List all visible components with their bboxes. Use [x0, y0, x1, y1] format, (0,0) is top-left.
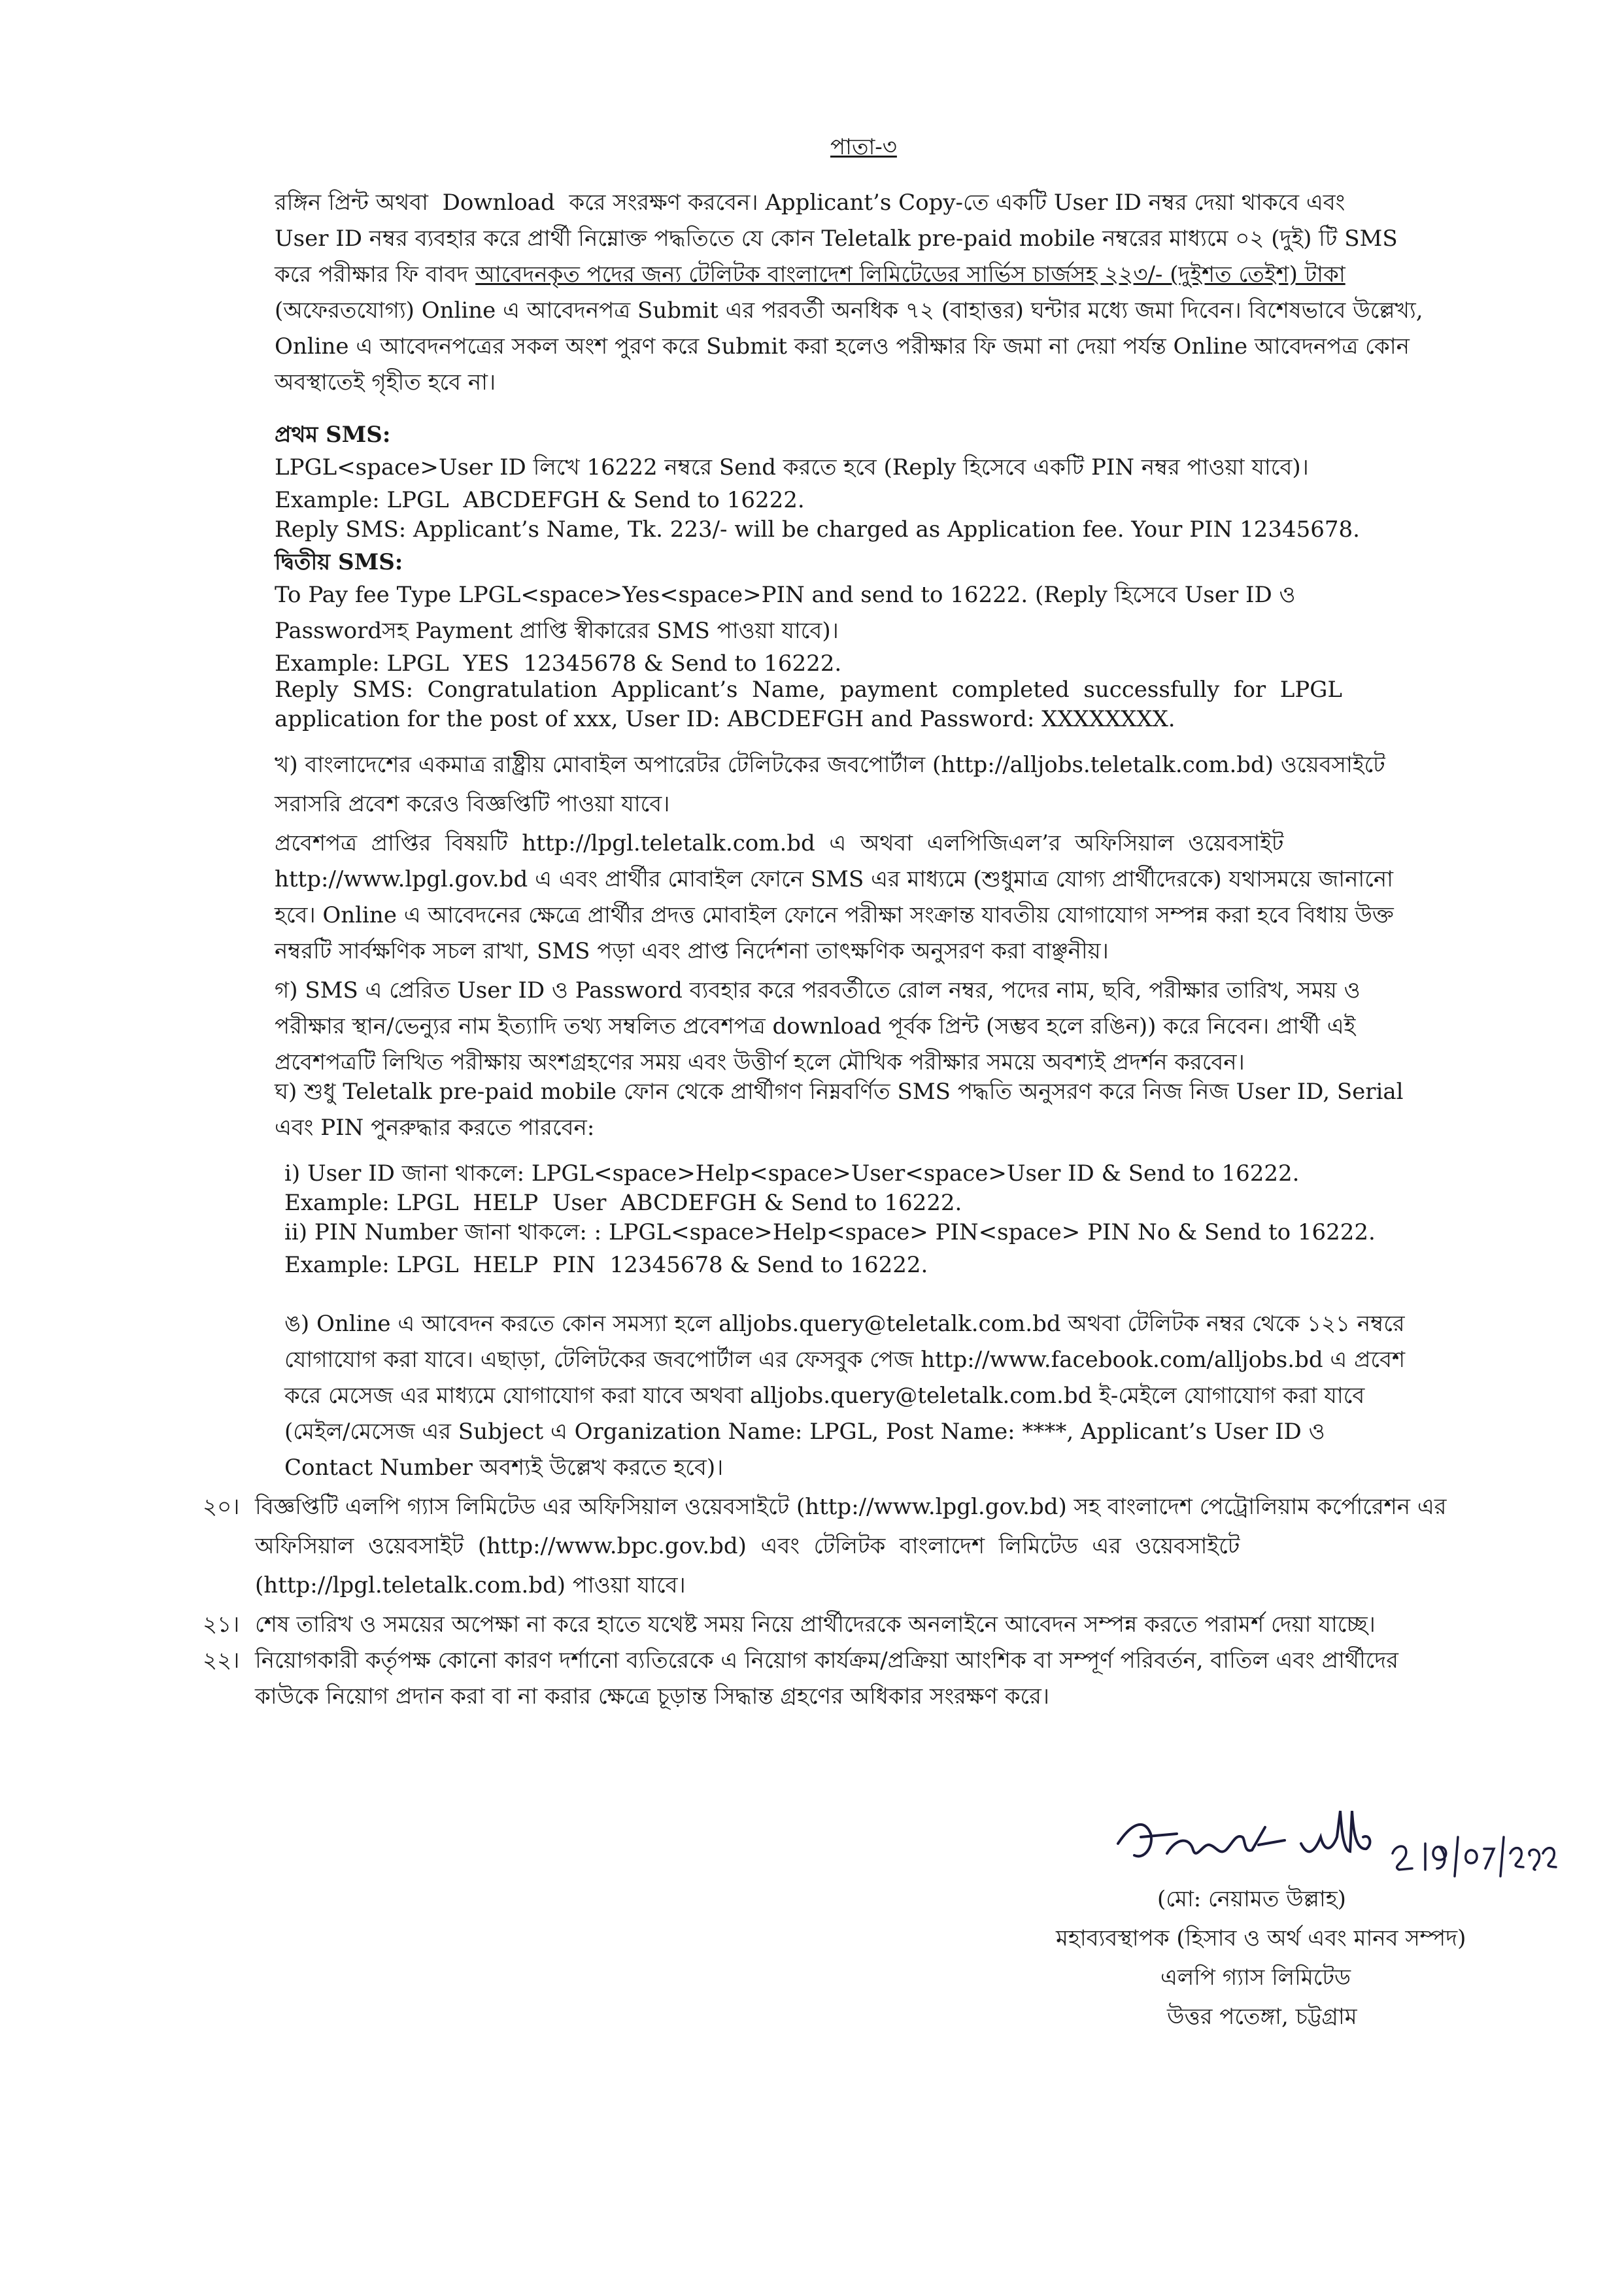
item-line: বিজ্ঞপ্তিটি এলপি গ্যাস লিমিটেড এর অফিসিয়াল ওয়েবসাইটে (http://www.lpgl.gov.bd) সহ বাংলাদেশ পেট্রোলিয়াম কর্পোরেশন এর — [255, 1494, 1447, 1520]
item-line: শেষ তারিখ ও সময়ের অপেক্ষা না করে হাতে যথেষ্ট সময় নিয়ে প্রার্থীদেরকে অনলাইনে আবেদন সম্পন্ন করতে পরামর্শ দেয়া যাচ্ছে। — [255, 1611, 1376, 1638]
sms-line: Example: LPGL YES 12345678 & Send to 16222. — [275, 650, 842, 677]
handwritten-signature — [1105, 1798, 1563, 1883]
intro-line: (অফেরতযোগ্য) Online এ আবেদনপত্র Submit এর পরবর্তী অনধিক ৭২ (বাহাত্তর) ঘন্টার মধ্যে জমা দিবেন। বিশেষভাবে উল্লেখ্য, — [275, 297, 1423, 324]
intro-line: User ID নম্বর ব্যবহার করে প্রার্থী নিম্নোক্ত পদ্ধতিতে যে কোন Teletalk pre-paid mobile নম্বরের মাধ্যমে ০২ (দুই) টি SMS — [275, 226, 1398, 252]
kha-line: সরাসরি প্রবেশ করেও বিজ্ঞপ্তিটি পাওয়া যাবে। — [275, 791, 670, 817]
kha-line: http://www.lpgl.gov.bd এ এবং প্রার্থীর মোবাইল ফোনে SMS এর মাধ্যমে (শুধুমাত্র যোগ্য প্রার্থীদেরকে) যথাসময়ে জানানো — [275, 866, 1394, 892]
item-line: কাউকে নিয়োগ প্রদান করা বা না করার ক্ষেত্রে চূড়ান্ত সিদ্ধান্ত গ্রহণের অধিকার সংরক্ষণ করে। — [255, 1683, 1050, 1710]
item-line: (http://lpgl.teletalk.com.bd) পাওয়া যাবে। — [255, 1572, 686, 1598]
recovery-step: Example: LPGL HELP PIN 12345678 & Send to 16222. — [284, 1252, 928, 1278]
company-address: উত্তর পতেঙ্গা, চট্টগ্রাম — [1167, 2004, 1357, 2030]
ga-line: পরীক্ষার স্থান/ভেন্যুর নাম ইত্যাদি তথ্য সম্বলিত প্রবেশপত্র download পূর্বক প্রিন্ট (সম্ভব হলে রঙিন)) করে নিবেন। প্রার্থী এই — [275, 1013, 1356, 1039]
umo-line: যোগাযোগ করা যাবে। এছাড়া, টেলিটকের জবপোর্টাল এর ফেসবুক পেজ http://www.facebook.com/alljobs.bd এ প্রবেশ — [284, 1347, 1406, 1373]
page-number-header: পাতা-৩ — [830, 134, 897, 160]
ga-line: গ) SMS এ প্রেরিত User ID ও Password ব্যবহার করে পরবর্তীতে রোল নম্বর, পদের নাম, ছবি, পরীক্ষার তারিখ, সময় ও — [275, 977, 1361, 1004]
intro-line: Online এ আবেদনপত্রের সকল অংশ পুরণ করে Submit করা হলেও পরীক্ষার ফি জমা না দেয়া পর্যন্ত Online আবেদনপত্র কোন — [275, 333, 1410, 360]
sms-line: LPGL<space>User ID লিখে 16222 নম্বরে Send করতে হবে (Reply হিসেবে একটি PIN নম্বর পাওয়া যাবে)। — [275, 454, 1309, 481]
umo-line: Contact Number অবশ্যই উল্লেখ করতে হবে)। — [284, 1455, 724, 1481]
second-sms-heading: দ্বিতীয় SMS: — [275, 549, 403, 575]
intro-line: রঙ্গিন প্রিন্ট অথবা Download করে সংরক্ষণ করবেন। Applicant’s Copy-তে একটি User ID নম্বর দেয়া থাকবে এবং — [275, 190, 1345, 216]
ga-line: প্রবেশপত্রটি লিখিত পরীক্ষায় অংশগ্রহণের সময় এবং উত্তীর্ণ হলে মৌখিক পরীক্ষার সময়ে অবশ্যই প্রদর্শন করবেন। — [275, 1049, 1245, 1075]
kha-line: খ) বাংলাদেশের একমাত্র রাষ্ট্রীয় মোবাইল অপারেটর টেলিটকের জবপোর্টাল (http://alljobs.teletalk.com.bd) ওয়েবসাইটে — [275, 752, 1385, 778]
kha-line: নম্বরটি সার্বক্ষণিক সচল রাখা, SMS পড়া এবং প্রাপ্ত নির্দেশনা তাৎক্ষণিক অনুসরণ করা বাঞ্ছনীয়। — [275, 938, 1109, 964]
sms-line: Reply SMS: Congratulation Applicant’s Name, payment completed successfully for LPGL — [275, 677, 1342, 703]
umo-line: ঙ) Online এ আবেদন করতে কোন সমস্যা হলে alljobs.query@teletalk.com.bd অথবা টেলিটক নম্বর থেকে ১২১ নম্বরে — [284, 1311, 1405, 1337]
recovery-step: ii) PIN Number জানা থাকলে: : LPGL<space>Help<space> PIN<space> PIN No & Send to 16222. — [284, 1219, 1376, 1245]
sms-line: application for the post of xxx, User ID: ABCDEFGH and Password: XXXXXXXX. — [275, 706, 1176, 732]
umo-line: করে মেসেজ এর মাধ্যমে যোগাযোগ করা যাবে অথবা alljobs.query@teletalk.com.bd ই-মেইলে যোগাযোগ করা যাবে — [284, 1383, 1365, 1409]
item-number: ২০। — [203, 1494, 240, 1520]
kha-line: প্রবেশপত্র প্রাপ্তির বিষয়টি http://lpgl.teletalk.com.bd এ অথবা এলপিজিএল’র অফিসিয়াল ওয়েবসাইট — [275, 830, 1284, 856]
intro-text: করে পরীক্ষার ফি বাবদ — [275, 261, 476, 288]
signatory-name: (মো: নেয়ামত উল্লাহ) — [1157, 1886, 1346, 1912]
signatory-designation: মহাব্যবস্থাপক (হিসাব ও অর্থ এবং মানব সম্পদ) — [1056, 1925, 1466, 1951]
item-number: ২১। — [203, 1611, 240, 1638]
first-sms-heading: প্রথম SMS: — [275, 422, 391, 448]
intro-line: অবস্থাতেই গৃহীত হবে না। — [275, 369, 496, 396]
recovery-step: Example: LPGL HELP User ABCDEFGH & Send to 16222. — [284, 1190, 962, 1216]
gha-line: এবং PIN পুনরুদ্ধার করতে পারবেন: — [275, 1115, 595, 1141]
intro-line — [275, 261, 1345, 288]
gha-line: ঘ) শুধু Teletalk pre-paid mobile ফোন থেকে প্রার্থীগণ নিম্নবর্ণিত SMS পদ্ধতি অনুসরণ করে নিজ নিজ User ID, Serial — [275, 1079, 1404, 1105]
item-line: অফিসিয়াল ওয়েবসাইট (http://www.bpc.gov.bd) এবং টেলিটক বাংলাদেশ লিমিটেড এর ওয়েবসাইটে — [255, 1533, 1240, 1559]
sms-line: Passwordসহ Payment প্রাপ্তি স্বীকারের SMS পাওয়া যাবে)। — [275, 618, 839, 644]
company-name: এলপি গ্যাস লিমিটেড — [1160, 1965, 1351, 1991]
kha-line: হবে। Online এ আবেদনের ক্ষেত্রে প্রার্থীর প্রদত্ত মোবাইল ফোনে পরীক্ষা সংক্রান্ত যাবতীয় যোগাযোগ সম্পন্ন করা হবে বিধায় উক্ত — [275, 902, 1394, 928]
sms-line: Reply SMS: Applicant’s Name, Tk. 223/- will be charged as Application fee. Your PIN 12345678. — [275, 516, 1360, 543]
sms-line: Example: LPGL ABCDEFGH & Send to 16222. — [275, 487, 805, 513]
sms-line: To Pay fee Type LPGL<space>Yes<space>PIN and send to 16222. (Reply হিসেবে User ID ও — [275, 582, 1296, 608]
underlined-fee-text: আবেদনকৃত পদের জন্য টেলিটক বাংলাদেশ লিমিটেডের সার্ভিস চার্জসহ ২২৩/- (দুইশত তেইশ) টাকা — [475, 261, 1345, 288]
umo-line: (মেইল/মেসেজ এর Subject এ Organization Name: LPGL, Post Name: ****, Applicant’s User ID ও — [284, 1419, 1325, 1445]
recovery-step: i) User ID জানা থাকলে: LPGL<space>Help<space>User<space>User ID & Send to 16222. — [284, 1160, 1300, 1187]
item-number: ২২। — [203, 1647, 240, 1674]
item-line: নিয়োগকারী কর্তৃপক্ষ কোনো কারণ দর্শানো ব্যতিরেকে এ নিয়োগ কার্যক্রম/প্রক্রিয়া আংশিক বা সম্পূর্ণ পরিবর্তন, বাতিল এবং প্রার্থীদের — [255, 1647, 1398, 1674]
